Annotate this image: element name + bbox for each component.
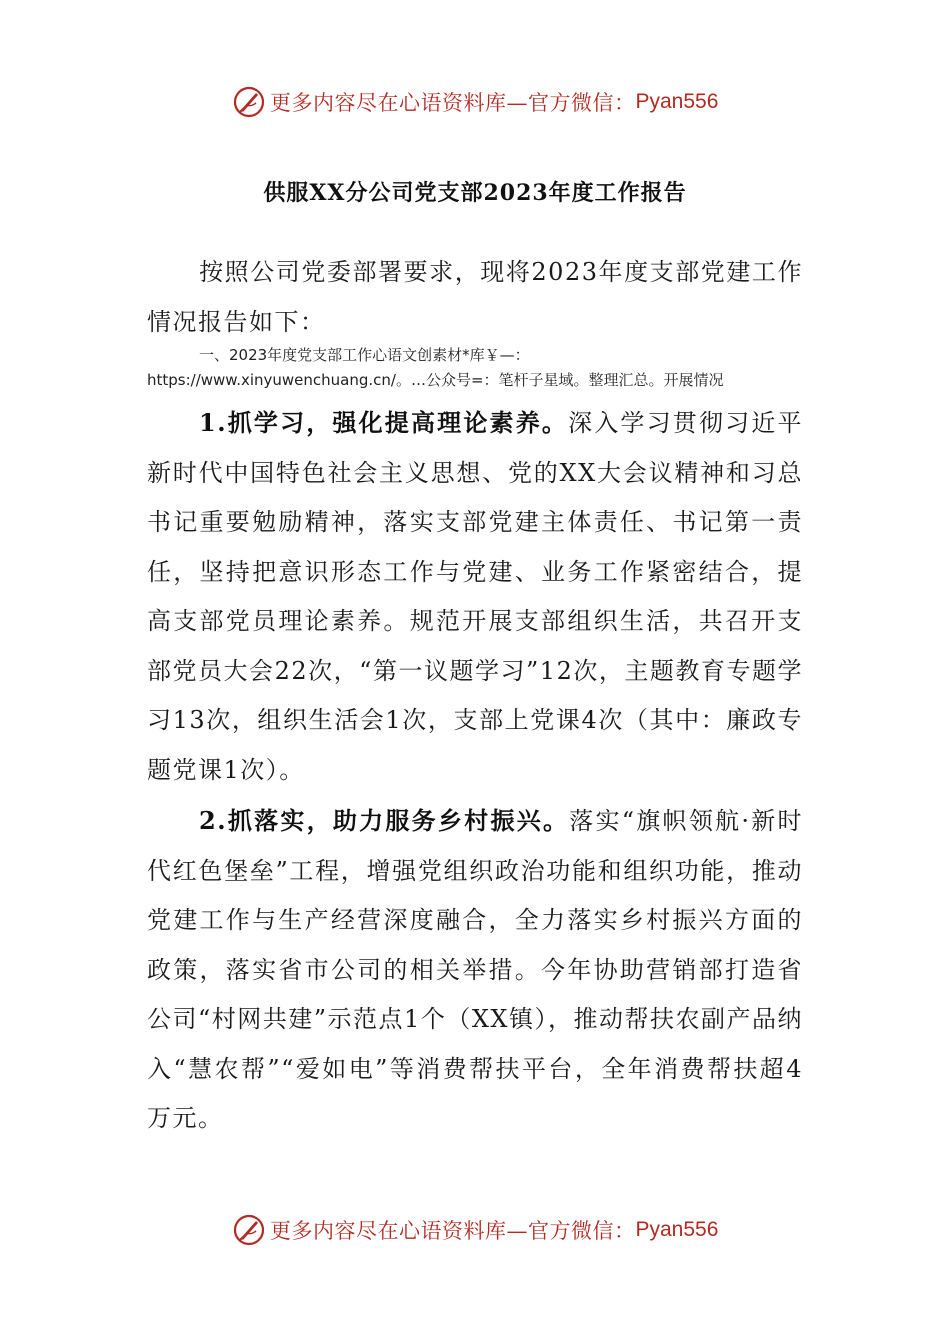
document-title: 供服XX分公司党支部2023年度工作报告 bbox=[263, 180, 687, 206]
section-2-heading: 2.抓落实，助力服务乡村振兴。 bbox=[199, 806, 570, 835]
header-watermark bbox=[232, 82, 718, 122]
footer-watermark bbox=[232, 1210, 718, 1250]
section-1-paragraph bbox=[147, 398, 803, 795]
inserted-note bbox=[147, 343, 807, 393]
section-1-heading: 1.抓学习，强化提高理论素养。 bbox=[199, 408, 569, 437]
intro-text: 按照公司党委部署要求，现将2023年度支部党建工作情况报告如下： bbox=[147, 258, 803, 336]
watermark-wechat-id: Pyan556 bbox=[635, 90, 719, 113]
section-1-body: 深入学习贯彻习近平新时代中国特色社会主义思想、党的XX大会议精神和习总书记重要勉励精神，落实支部党建主体责任、书记第一责任，坚持把意识形态工作与党建、业务工作紧密结合，提高支部党员理论素养。规范开展支部组织生活，共召开支部党员大会22次，“第一议题学习”12次，主题教育专题学习13次，组织生活会1次，支部上党课4次（其中：廉政专题党课1次）。 bbox=[147, 409, 803, 784]
note-text: 一、2023年度党支部工作心语文创素材*库￥—：https://www.xinyuwenchuang.cn/。…公众号=：笔杆子星域。整理汇总。开展情况 bbox=[147, 346, 724, 389]
intro-paragraph bbox=[147, 248, 803, 347]
watermark-wechat-id: Pyan556 bbox=[635, 1218, 719, 1241]
watermark-text: 更多内容尽在心语资料库—官方微信： bbox=[270, 1219, 636, 1243]
quill-logo-icon bbox=[232, 1213, 266, 1247]
section-2-body: 落实“旗帜领航·新时代红色堡垒”工程，增强党组织政治功能和组织功能，推动党建工作与生产经营深度融合，全力落实乡村振兴方面的政策，落实省市公司的相关举措。今年协助营销部打造省公司“村网共建”示范点1个（XX镇），推动帮扶农副产品纳入“慧农帮”“爱如电”等消费帮扶平台，全年消费帮扶超4万元。 bbox=[147, 807, 803, 1132]
section-2-paragraph bbox=[147, 796, 803, 1144]
quill-logo-icon bbox=[232, 85, 266, 119]
watermark-text: 更多内容尽在心语资料库—官方微信： bbox=[270, 91, 636, 115]
